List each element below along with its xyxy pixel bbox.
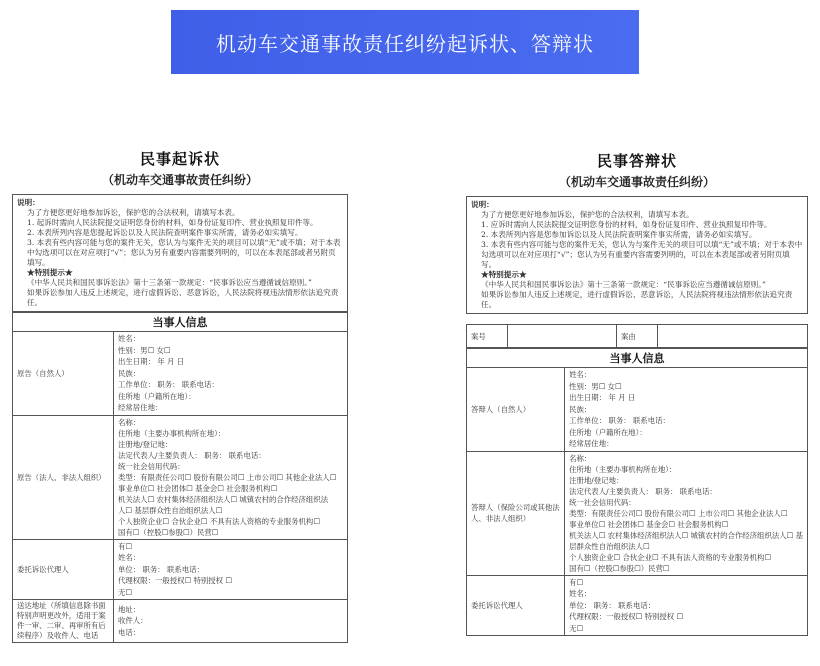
row-label: 原告（自然人） [13,332,114,416]
field-line: 姓名： [118,553,141,562]
field-line: 名称： [118,417,141,427]
section-title: 当事人信息 [467,349,808,368]
field-line: 出生日期： 年 月 日 [569,393,636,402]
agent-fields [565,575,808,636]
field-line: 代理权限：一般授权☐ 特别授权 ☐ [569,612,684,621]
case-no-label: 案号 [467,325,508,348]
field-line: 住所地（主要办事机构所在地）： [569,464,677,474]
notice-line: 为了方便您更好地参加诉讼，保护您的合法权利，请填写本表。 [481,210,694,219]
service-address-fields [114,600,348,643]
notice-line: 3. 本表有些内容可能与您的案件无关，您认为与案件无关的项目可以填“无”或不填；对于本表中勾选项可以在对应项打“√”；您认为另有重要内容需要列明的，可以在本表尾部或者另附页填写。 [27,238,341,267]
field-line: 工作单位： 职务： 联系电话： [118,380,219,389]
field-line: 民族： [569,404,592,414]
field-line: 无☐ [569,623,584,633]
plaintiff-org-fields [114,415,348,539]
notice-heading: 说明： [471,200,494,209]
field-line: 事业单位☐ 社会团体☐ 基金会☐ 社会服务机构☐ [569,519,729,529]
field-line: 单位： 职务： 联系电话： [569,600,656,610]
row-label: 委托诉讼代理人 [13,539,114,600]
field-line: 性别：男☐ 女☐ [118,345,171,355]
field-line: 无☐ [118,587,133,597]
field-line: 出生日期： 年 月 日 [118,357,185,366]
field-line: 统一社会信用代码： [118,461,185,471]
field-line: 有☐ [118,541,133,551]
field-line: 名称： [569,453,592,463]
field-line: 统一社会信用代码： [569,497,636,507]
field-line: 工作单位： 职务： 联系电话： [569,416,670,425]
party-info-table [466,348,808,636]
case-info-table [466,324,808,348]
notice-line: 2. 本表所列内容是您提起诉讼以及人民法院查明案件事实所需，请务必如实填写。 [27,228,303,237]
respondent-person-fields [565,368,808,452]
field-line: 事业单位☐ 社会团体☐ 基金会☐ 社会服务机构☐ [118,483,278,493]
party-info-table [12,312,348,643]
notice-line: 为了方便您更好地参加诉讼，保护您的合法权利，请填写本表。 [27,208,240,217]
field-line: 姓名： [569,370,592,379]
complaint-notice [12,194,348,312]
case-reason-field[interactable] [658,325,808,348]
banner-title: 机动车交通事故责任纠纷起诉状、答辩状 [171,10,639,74]
plaintiff-person-fields [114,332,348,416]
field-line: 性别：男☐ 女☐ [569,381,622,391]
defense-notice [466,196,808,314]
notice-line: 1. 应诉时需向人民法院提交证明您身份的材料，如身份证复印件、营业执照复印件等。 [481,220,772,229]
respondent-org-fields [565,451,808,575]
row-label: 送达地址（所填信息除书面特别声明更改外，适用于案件一审、二审、再审所有后续程序）及收件人、电话 [13,600,114,643]
field-line: 单位： 职务： 联系电话： [118,564,204,574]
field-line: 有☐ [569,577,584,587]
special-notice-line: 《中华人民共和国民事诉讼法》第十三条第一款规定：“民事诉讼应当遵循诚信原则。” [481,280,766,289]
case-reason-label: 案由 [617,325,658,348]
field-line: 代理权限：一般授权☐ 特别授权 ☐ [118,576,233,585]
defense-subtitle: （机动车交通事故责任纠纷） [558,175,715,189]
field-line: 注册地/登记地： [569,475,624,485]
notice-line: 2. 本表所列内容是您参加诉讼以及人民法院查明案件事实所需，请务必如实填写。 [481,230,757,239]
row-label: 委托诉讼代理人 [467,575,565,636]
field-line: 住所地（户籍所在地）： [118,391,196,401]
field-line: 个人独资企业☐ 合伙企业☐ 不具有法人资格的专业服务机构☐ [118,516,320,526]
row-label: 答辩人（自然人） [467,368,565,452]
notice-heading: 说明： [17,198,40,207]
field-line: 个人独资企业☐ 合伙企业☐ 不具有法人资格的专业服务机构☐ [569,552,772,562]
field-line: 法定代表人/主要负责人： 职务： 联系电话： [569,486,717,496]
field-line: 国有☐（控股☐参股☐）民营☐ [118,527,219,537]
field-line: 经常居住地： [118,403,163,412]
section-title: 当事人信息 [13,313,348,332]
field-line: 地址： [118,604,141,614]
row-label: 原告（法人、非法人组织） [13,415,114,539]
complaint-document [12,148,348,660]
case-no-field[interactable] [508,325,617,348]
field-line: 层群众性自治组织法人☐ [569,541,650,551]
field-line: 人☐ 基层群众性自治组织法人☐ [118,505,223,515]
defense-title: 民事答辩状 [596,152,677,170]
field-line: 类型：有限责任公司☐ 股份有限公司☐ 上市公司☐ 其他企业法人☐ [118,472,337,482]
special-notice-heading: ★特别提示★ [27,268,73,277]
special-notice-line: 《中华人民共和国民事诉讼法》第十三条第一款规定：“民事诉讼应当遵循诚信原则。” [27,278,312,287]
field-line: 住所地（主要办事机构所在地）： [118,428,226,438]
special-notice-line: 如果诉讼参加人违反上述规定，进行虚假诉讼、恶意诉讼，人民法院将视违法情形依法追究责任。 [481,290,793,309]
defense-document [466,150,808,666]
field-line: 姓名： [118,334,141,343]
special-notice-heading: ★特别提示★ [481,270,527,279]
field-line: 经常居住地： [569,439,614,448]
agent-fields [114,539,348,600]
field-line: 国有☐（控股☐参股☐）民营☐ [569,563,670,573]
complaint-subtitle: （机动车交通事故责任纠纷） [101,173,258,187]
field-line: 法定代表人/主要负责人： 职务： 联系电话： [118,450,266,460]
field-line: 民族： [118,368,141,378]
row-label: 答辩人（保险公司或其他法人、非法人组织） [467,451,565,575]
field-line: 收件人： [118,616,148,626]
complaint-title: 民事起诉状 [139,150,220,168]
field-line: 注册地/登记地： [118,439,173,449]
notice-line: 3. 本表有些内容可能与您的案件无关，您认为与案件无关的项目可以填“无”或不填；对于本表中勾选项可以在对应项打“√”；您认为另有重要内容需要列明的，可以在本表尾部或者另附页填写。 [481,240,803,269]
field-line: 类型：有限责任公司☐ 股份有限公司☐ 上市公司☐ 其他企业法人☐ [569,508,788,518]
notice-line: 1. 起诉时需向人民法院提交证明您身份的材料，如身份证复印件、营业执照复印件等。 [27,218,318,227]
field-line: 住所地（户籍所在地）： [569,427,647,437]
field-line: 机关法人☐ 农村集体经济组织法人☐ 城镇农村的合作经济组织法人☐ 基 [569,530,803,540]
special-notice-line: 如果诉讼参加人违反上述规定，进行虚假诉讼、恶意诉讼，人民法院将视违法情形依法追究责任。 [27,288,339,307]
field-line: 机关法人☐ 农村集体经济组织法人☐ 城镇农村的合作经济组织法 [118,494,329,504]
field-line: 电话： [118,627,141,637]
field-line: 姓名： [569,589,592,598]
